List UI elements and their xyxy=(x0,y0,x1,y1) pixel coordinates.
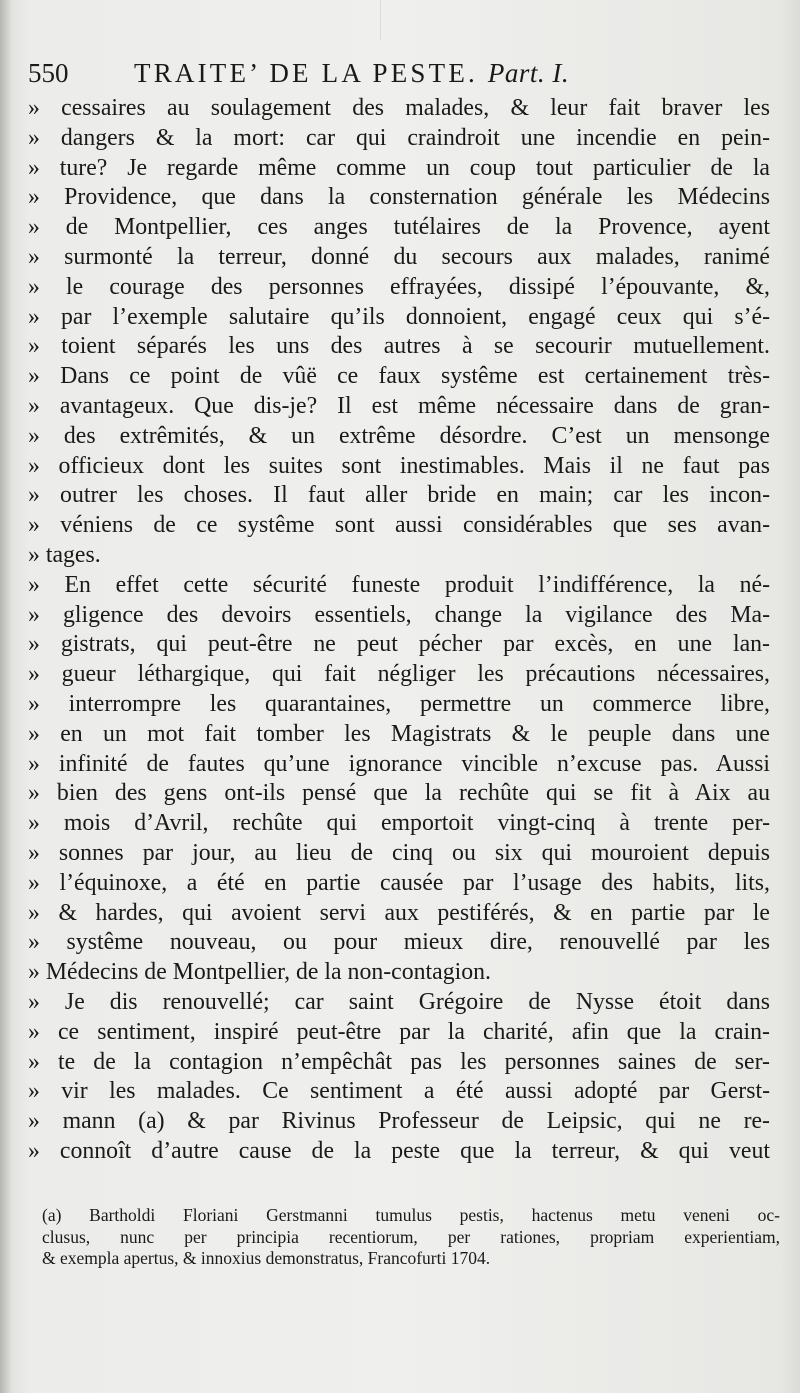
text-line: » surmonté la terreur, donné du secours aux malades, ranimé xyxy=(28,243,770,270)
text-line: » avantageux. Que dis-je? Il est même nécessaire dans de gran- xyxy=(28,392,770,419)
text-line: » systême nouveau, ou pour mieux dire, renouvellé par les xyxy=(28,929,770,956)
text-line: » Dans ce point de vûë ce faux systême est certainement très- xyxy=(28,363,770,390)
text-line: » le courage des personnes effrayées, dissipé l’épouvante, &, xyxy=(28,273,770,300)
text-line: » gligence des devoirs essentiels, change la vigilance des Ma- xyxy=(28,601,770,628)
footnote-line: & exempla apertus, & innoxius demonstratus, Francofurti 1704. xyxy=(42,1248,491,1268)
text-line: » gueur léthargique, qui fait négliger les précautions nécessaires, xyxy=(28,661,770,688)
text-line: » cessaires au soulagement des malades, & leur fait braver les xyxy=(28,95,770,121)
text-line: » & hardes, qui avoient servi aux pestiférés, & en partie par le xyxy=(28,899,770,926)
text-line: » officieux dont les suites sont inestimables. Mais il ne faut pas xyxy=(28,452,770,479)
text-line: » connoît d’autre cause de la peste que la terreur, & qui veut xyxy=(28,1137,770,1164)
text-line: » te de la contagion n’empêchât pas les personnes saines de ser- xyxy=(28,1048,770,1075)
text-line: » En effet cette sécurité funeste produit l’indifférence, la né- xyxy=(28,571,770,598)
body-text xyxy=(28,94,770,1167)
text-line: » Je dis renouvellé; car saint Grégoire de Nysse étoit dans xyxy=(28,988,770,1015)
text-line: » dangers & la mort: car qui craindroit une incendie en pein- xyxy=(28,124,770,151)
text-line: » sonnes par jour, au lieu de cinq ou six qui mouroient depuis xyxy=(28,839,770,866)
text-line: » interrompre les quarantaines, permettre un commerce libre, xyxy=(28,690,770,717)
running-title xyxy=(134,58,569,89)
text-line: » véniens de ce systême sont aussi considérables que ses avan- xyxy=(28,512,770,539)
text-line: » toient séparés les uns des autres à se secourir mutuellement. xyxy=(28,333,770,360)
text-line: » mann (a) & par Rivinus Professeur de Leipsic, qui ne re- xyxy=(28,1108,770,1135)
text-line: » ce sentiment, inspiré peut-être par la charité, afin que la crain- xyxy=(28,1018,770,1045)
page-number: 550 xyxy=(28,58,69,88)
text-line: » ture? Je regarde même comme un coup tout particulier de la xyxy=(28,154,770,181)
page-gutter-shadow xyxy=(0,0,12,1393)
running-title-part: Part. I. xyxy=(487,58,570,88)
text-line: » mois d’Avril, rechûte qui emportoit vingt-cinq à trente per- xyxy=(28,810,770,837)
text-line: » de Montpellier, ces anges tutélaires de la Provence, ayent xyxy=(28,214,770,241)
text-line: » tages. xyxy=(28,541,101,568)
text-line: » gistrats, qui peut-être ne peut pécher par excès, en une lan- xyxy=(28,631,770,658)
text-line: » outrer les choses. Il faut aller bride en main; car les incon- xyxy=(28,482,770,509)
footnote-line: (a) Bartholdi Floriani Gerstmanni tumulus pestis, hactenus metu veneni oc- xyxy=(42,1205,780,1225)
text-line: » vir les malades. Ce sentiment a été aussi adopté par Gerst- xyxy=(28,1078,770,1105)
text-line: » bien des gens ont-ils pensé que la rechûte qui se fit à Aix au xyxy=(28,780,770,807)
text-line: » infinité de fautes qu’une ignorance vincible n’excuse pas. Aussi xyxy=(28,750,770,777)
text-line: » l’équinoxe, a été en partie causée par l’usage des habits, lits, xyxy=(28,869,770,896)
text-line: » des extrêmités, & un extrême désordre. C’est un mensonge xyxy=(28,422,770,449)
footnotes xyxy=(42,1205,780,1270)
text-line: » en un mot fait tomber les Magistrats & le peuple dans une xyxy=(28,720,770,747)
text-line: » Providence, que dans la consternation générale les Médecins xyxy=(28,184,770,211)
footnote-line: clusus, nunc per principia recentiorum, per rationes, propriam experientiam, xyxy=(42,1226,780,1247)
text-line: » par l’exemple salutaire qu’ils donnoient, engagé ceux qui s’é- xyxy=(28,303,770,330)
text-line: » Médecins de Montpellier, de la non-contagion. xyxy=(28,959,491,986)
running-title-text: TRAITE’ DE LA PESTE. xyxy=(134,58,478,88)
page-crease-mark xyxy=(380,0,381,40)
page-header xyxy=(28,58,768,94)
